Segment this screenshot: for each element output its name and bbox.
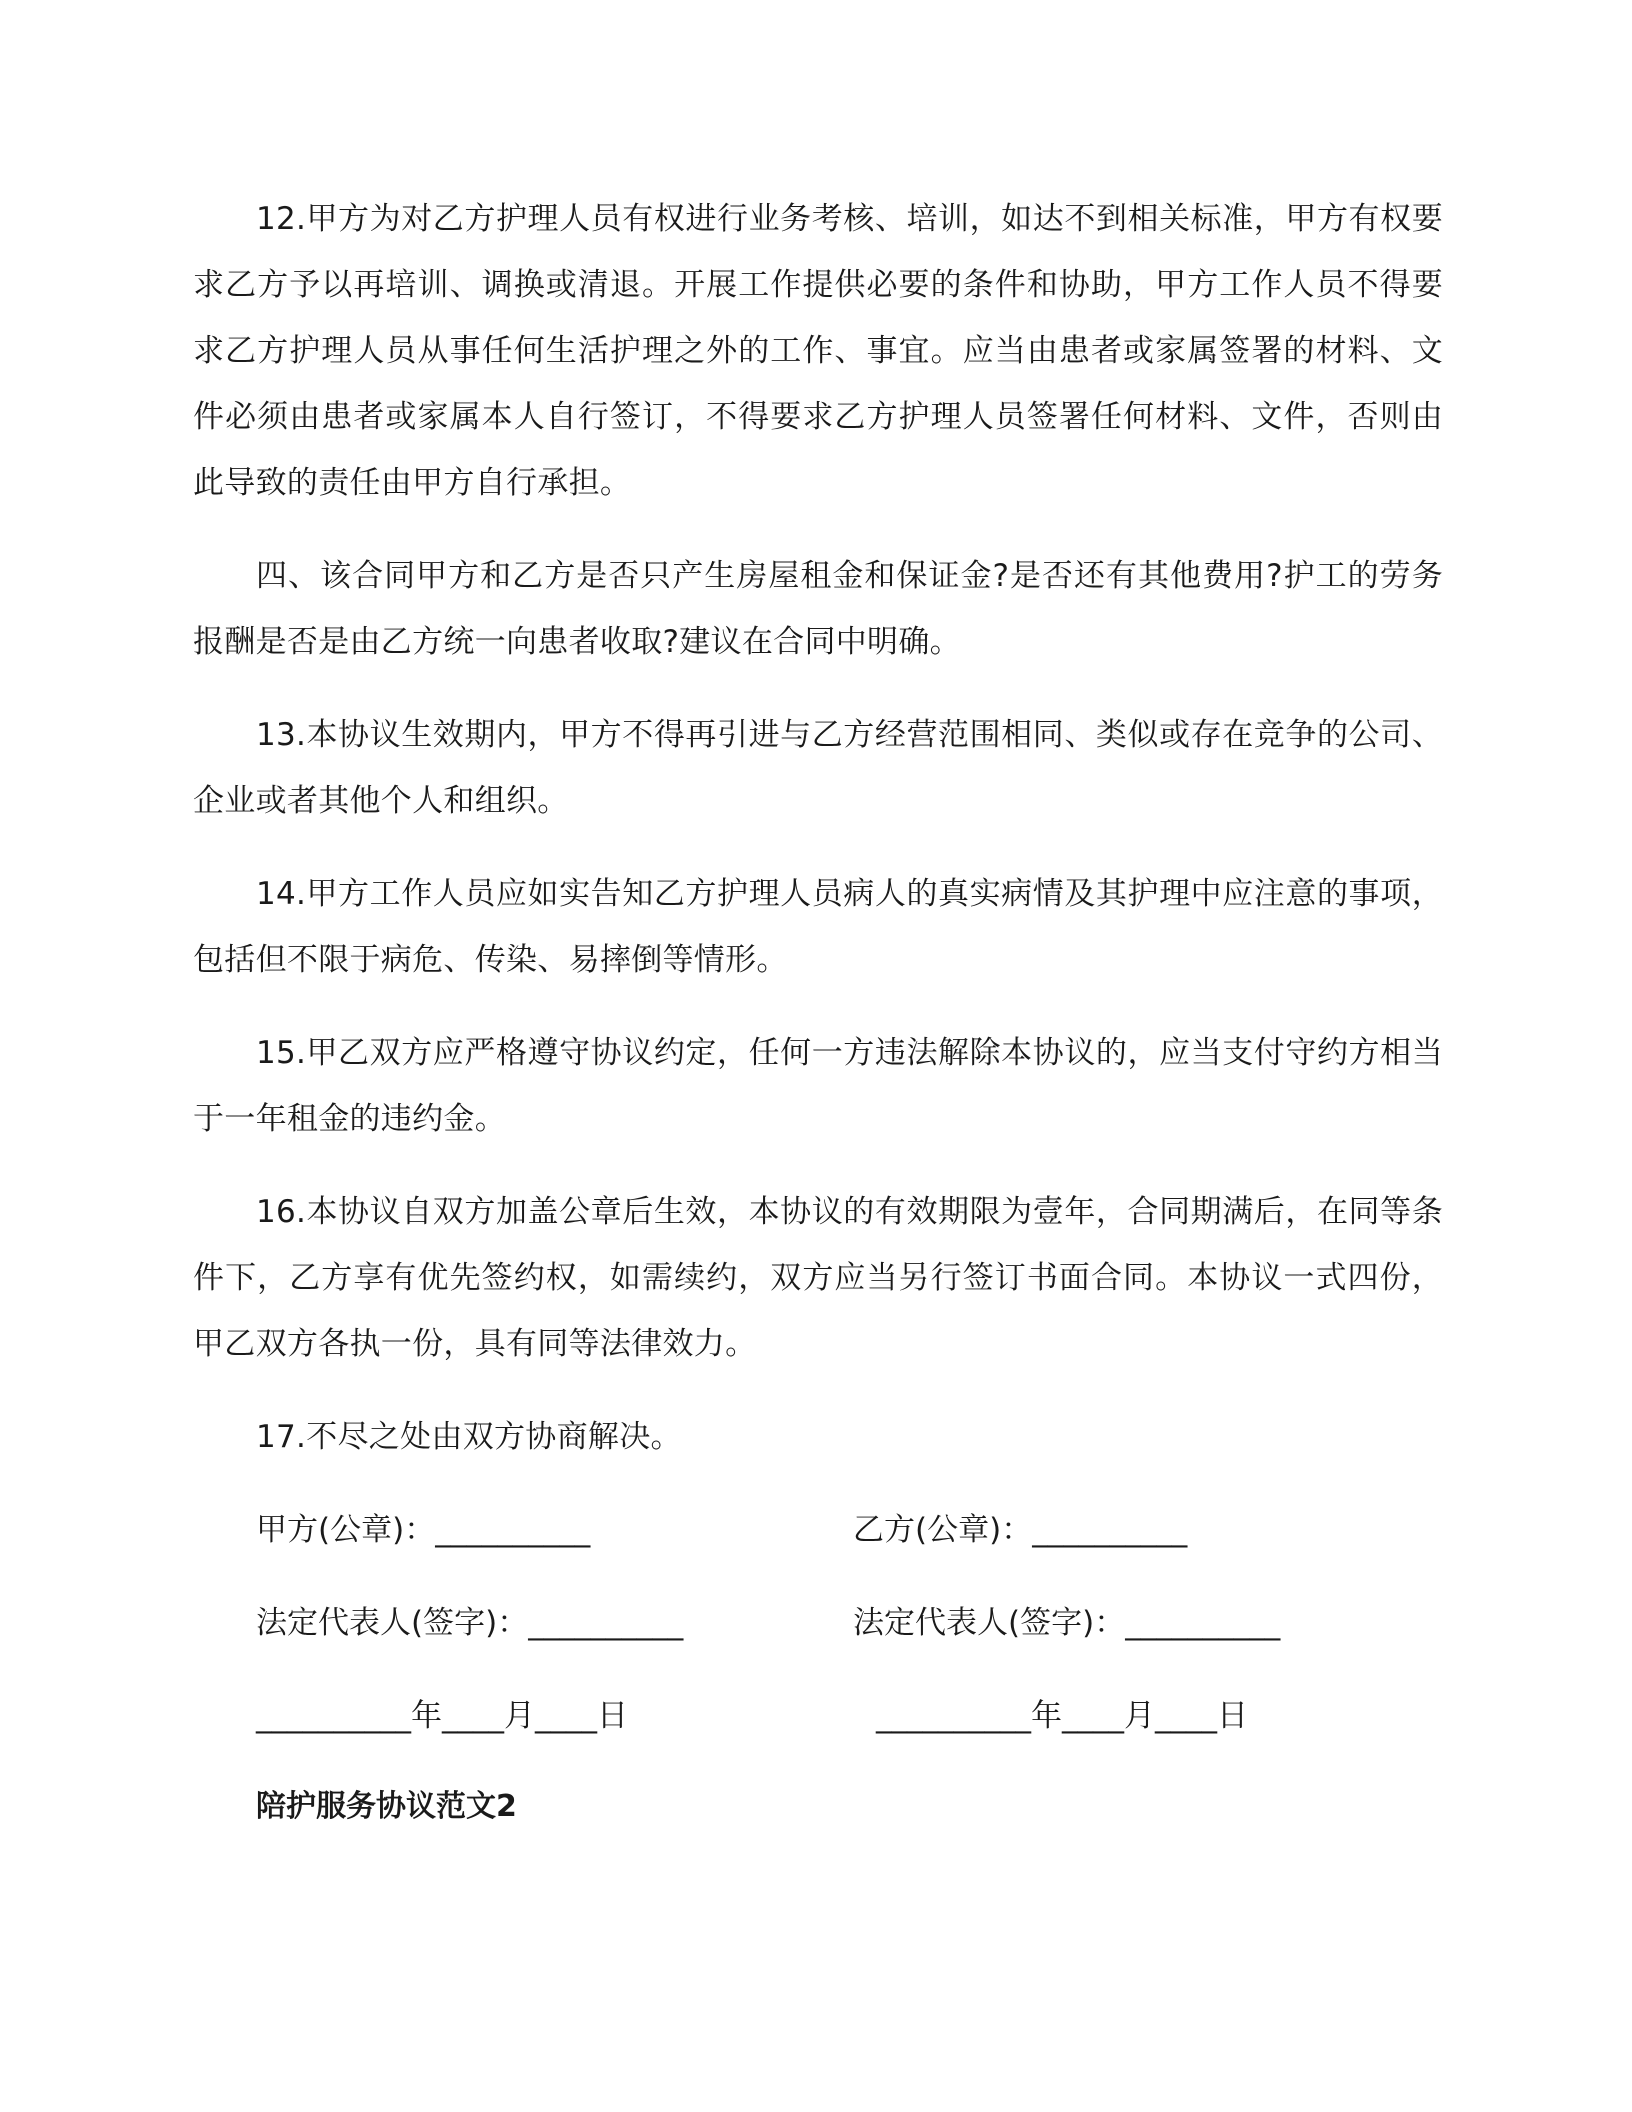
date-row xyxy=(193,1683,1443,1776)
party-a-representative-line: 法定代表人(签字)：__________ xyxy=(256,1605,684,1641)
clause-13: 13.本协议生效期内，甲方不得再引进与乙方经营范围相同、类似或存在竞争的公司、企业或者其他个人和组织。 xyxy=(193,717,1443,819)
party-a-date-line: __________年____月____日 xyxy=(256,1698,628,1734)
party-b-seal-line: 乙方(公章)：__________ xyxy=(853,1512,1188,1548)
signature-block xyxy=(193,1497,1443,1776)
clause-14: 14.甲方工作人员应如实告知乙方护理人员病人的真实病情及其护理中应注意的事项，包括但不限于病危、传染、易摔倒等情形。 xyxy=(193,876,1443,978)
party-a-seal-line: 甲方(公章)：__________ xyxy=(256,1512,591,1548)
document-body xyxy=(193,186,1443,1840)
clause-16: 16.本协议自双方加盖公章后生效，本协议的有效期限为壹年，合同期满后，在同等条件下，乙方享有优先签约权，如需续约，双方应当另行签订书面合同。本协议一式四份，甲乙双方各执一份，具有同等法律效力。 xyxy=(193,1194,1443,1362)
seal-row xyxy=(193,1497,1443,1590)
clause-note-4: 四、该合同甲方和乙方是否只产生房屋租金和保证金?是否还有其他费用?护工的劳务报酬是否是由乙方统一向患者收取?建议在合同中明确。 xyxy=(193,558,1443,660)
representative-row xyxy=(193,1590,1443,1683)
section-heading: 陪护服务协议范文2 xyxy=(256,1789,517,1824)
clause-17: 17.不尽之处由双方协商解决。 xyxy=(256,1419,682,1455)
clause-12: 12.甲方为对乙方护理人员有权进行业务考核、培训，如达不到相关标准，甲方有权要求乙方予以再培训、调换或清退。开展工作提供必要的条件和协助，甲方工作人员不得要求乙方护理人员从事任何生活护理之外的工作、事宜。应当由患者或家属签署的材料、文件必须由患者或家属本人自行签订，不得要求乙方护理人员签署任何材料、文件，否则由此导致的责任由甲方自行承担。 xyxy=(193,201,1443,501)
party-b-date-line: __________年____月____日 xyxy=(876,1698,1248,1734)
clause-15: 15.甲乙双方应严格遵守协议约定，任何一方违法解除本协议的，应当支付守约方相当于一年租金的违约金。 xyxy=(193,1035,1443,1137)
party-b-representative-line: 法定代表人(签字)：__________ xyxy=(853,1605,1281,1641)
